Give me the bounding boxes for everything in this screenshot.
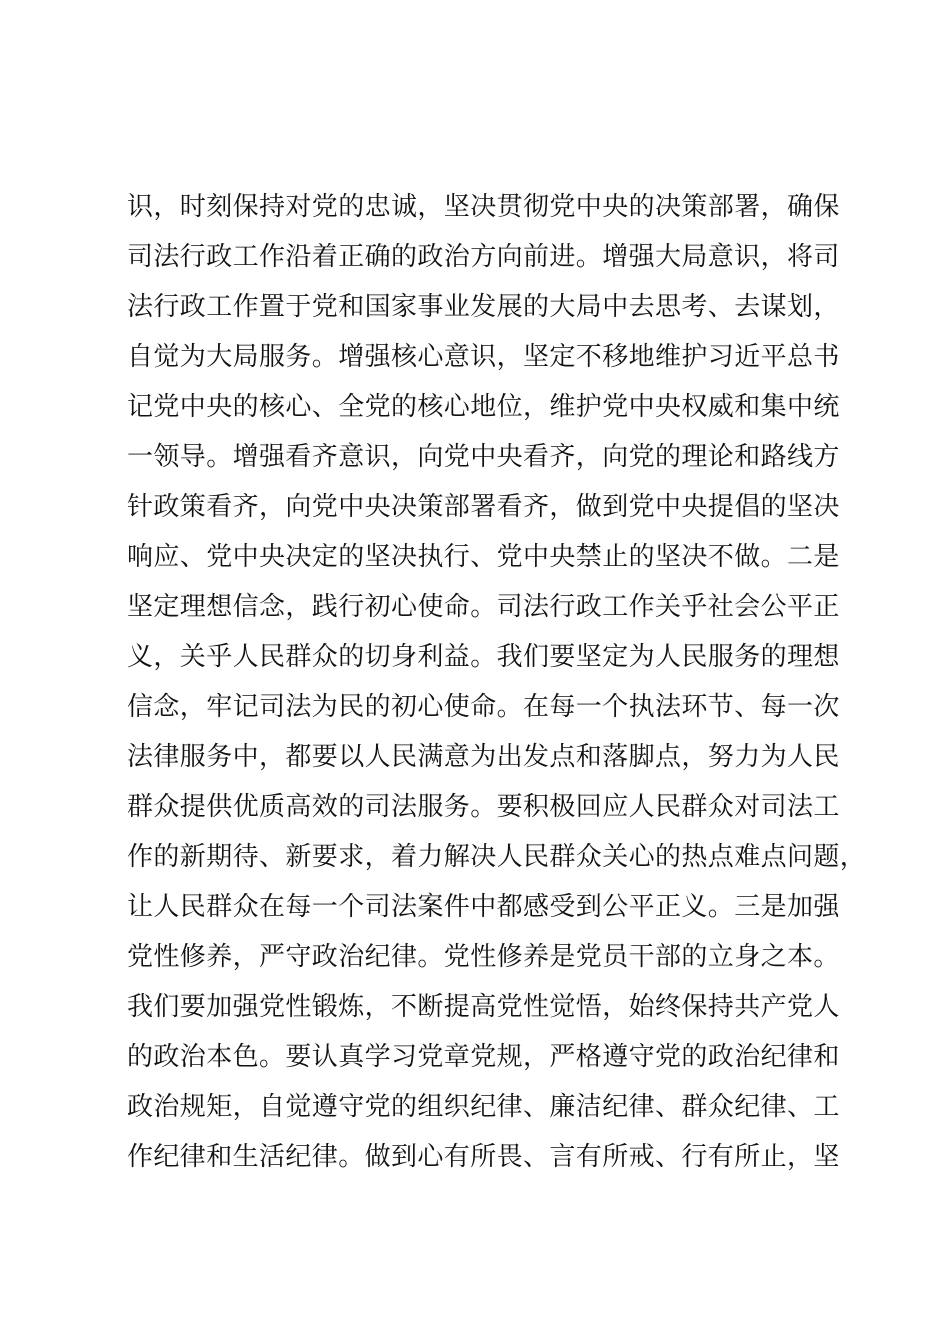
text-line: 让人民群众在每一个司法案件中都感受到公平正义。三是加强 — [127, 892, 840, 922]
text-line: 坚定理想信念，践行初心使命。司法行政工作关乎社会公平正 — [127, 592, 840, 622]
text-line: 记党中央的核心、全党的核心地位，维护党中央权威和集中统 — [127, 392, 840, 422]
text-line: 法律服务中，都要以人民满意为出发点和落脚点，努力为人民 — [127, 742, 840, 772]
text-line: 我们要加强党性锻炼，不断提高党性觉悟，始终保持共产党人 — [127, 992, 840, 1022]
text-line: 义，关乎人民群众的切身利益。我们要坚定为人民服务的理想 — [127, 642, 840, 672]
text-line: 政治规矩，自觉遵守党的组织纪律、廉洁纪律、群众纪律、工 — [127, 1092, 840, 1122]
text-line: 针政策看齐，向党中央决策部署看齐，做到党中央提倡的坚决 — [127, 492, 840, 522]
text-line: 一领导。增强看齐意识，向党中央看齐，向党的理论和路线方 — [127, 442, 840, 472]
text-line: 作纪律和生活纪律。做到心有所畏、言有所戒、行有所止，坚 — [127, 1142, 840, 1172]
body-text — [127, 182, 867, 1182]
text-line: 作的新期待、新要求，着力解决人民群众关心的热点难点问题， — [127, 842, 867, 872]
text-line: 群众提供优质高效的司法服务。要积极回应人民群众对司法工 — [127, 792, 840, 822]
text-line: 信念，牢记司法为民的初心使命。在每一个执法环节、每一次 — [127, 692, 840, 722]
text-line: 司法行政工作沿着正确的政治方向前进。增强大局意识，将司 — [127, 242, 840, 272]
text-line: 识，时刻保持对党的忠诚，坚决贯彻党中央的决策部署，确保 — [127, 192, 840, 222]
text-line: 法行政工作置于党和国家事业发展的大局中去思考、去谋划， — [127, 292, 840, 322]
text-line: 响应、党中央决定的坚决执行、党中央禁止的坚决不做。二是 — [127, 542, 840, 572]
text-line: 党性修养，严守政治纪律。党性修养是党员干部的立身之本。 — [127, 942, 840, 972]
text-line: 的政治本色。要认真学习党章党规，严格遵守党的政治纪律和 — [127, 1042, 840, 1072]
text-line: 自觉为大局服务。增强核心意识，坚定不移地维护习近平总书 — [127, 342, 840, 372]
